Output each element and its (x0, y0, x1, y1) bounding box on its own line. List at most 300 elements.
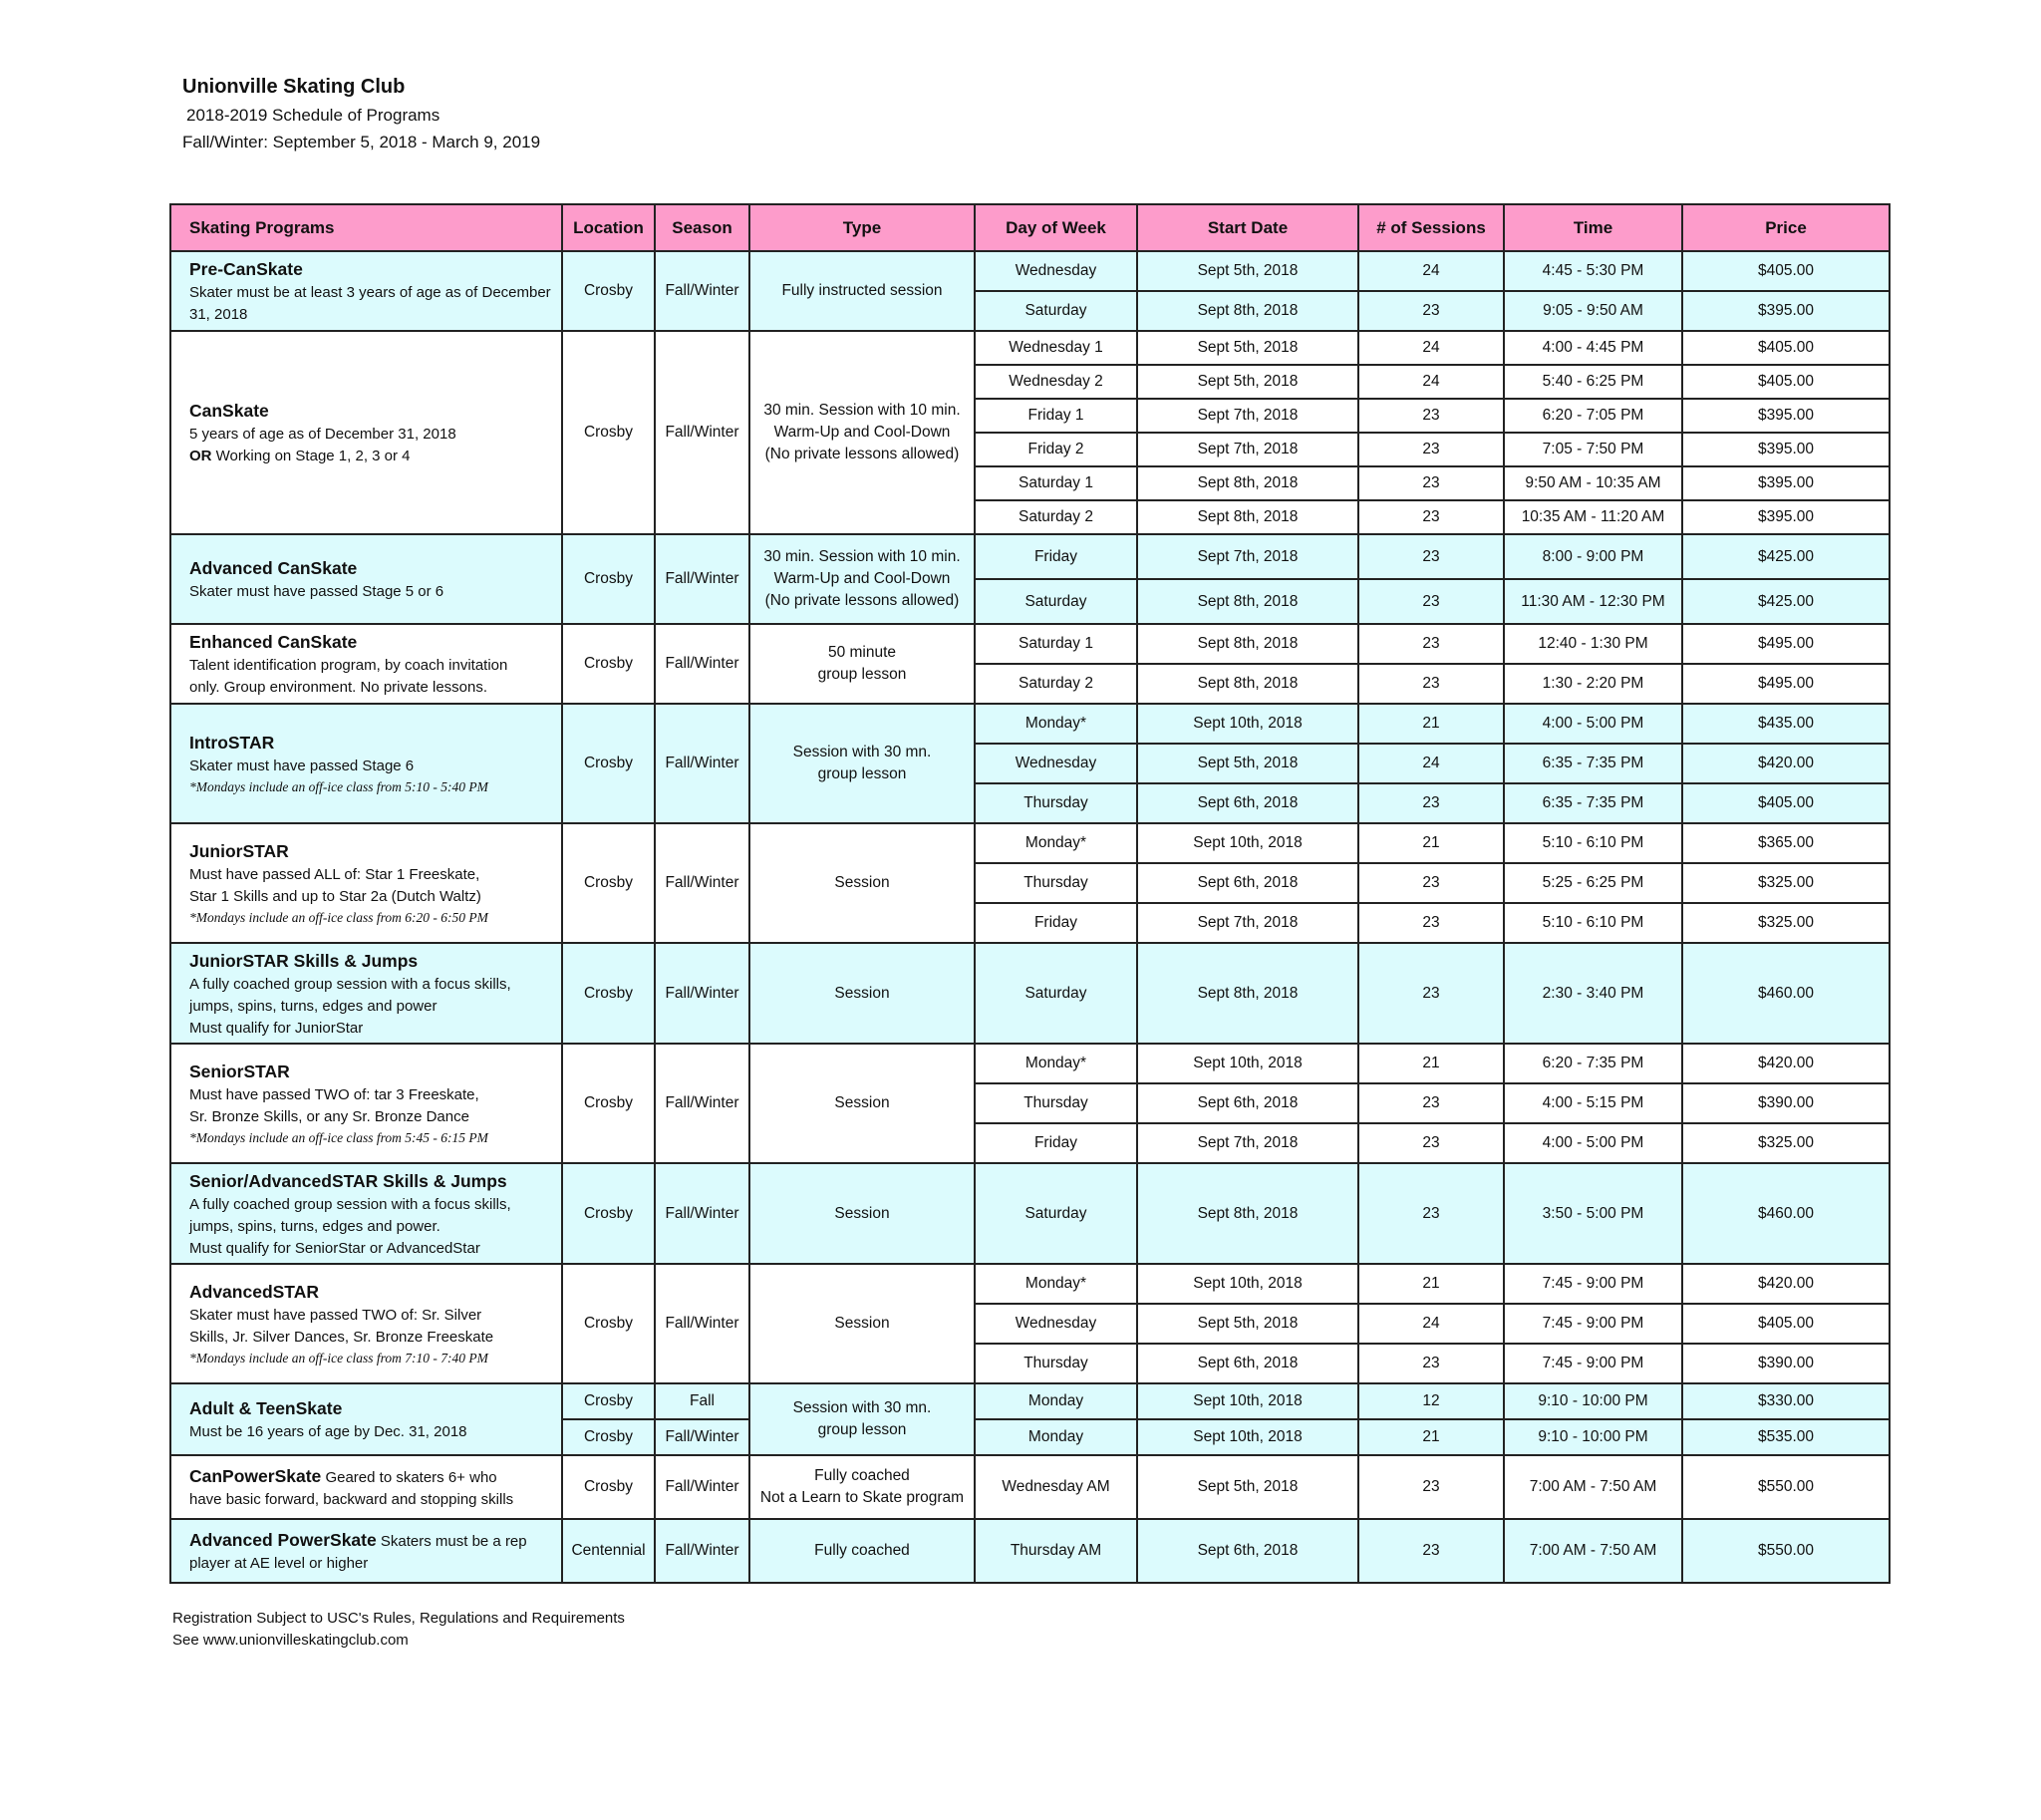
day-cell: Monday (975, 1383, 1137, 1419)
time-cell: 9:05 - 9:50 AM (1504, 291, 1682, 331)
time-cell: 10:35 AM - 11:20 AM (1504, 500, 1682, 534)
start-date-cell: Sept 8th, 2018 (1137, 291, 1358, 331)
program-cell (170, 943, 562, 1044)
registration-note: Registration Subject to USC's Rules, Regulations and Requirements (172, 1610, 625, 1627)
season-cell: Fall/Winter (655, 823, 749, 943)
header-row (170, 204, 1890, 251)
sessions-cell: 23 (1358, 291, 1504, 331)
start-date-cell: Sept 7th, 2018 (1137, 433, 1358, 466)
price-cell: $435.00 (1682, 704, 1890, 744)
type-line: Warm-Up and Cool-Down (773, 570, 951, 587)
type-cell: Session (749, 943, 975, 1044)
col-header-location: Location (562, 204, 655, 251)
program-description-2 (189, 446, 551, 467)
day-cell: Monday* (975, 704, 1137, 744)
season-cell: Fall/Winter (655, 943, 749, 1044)
season-dates: Fall/Winter: September 5, 2018 - March 9, 2019 (182, 133, 541, 152)
club-title: Unionville Skating Club (182, 76, 406, 98)
program-cell (170, 251, 562, 331)
price-cell: $405.00 (1682, 1304, 1890, 1344)
price-cell: $395.00 (1682, 291, 1890, 331)
col-header-sessions: # of Sessions (1358, 204, 1504, 251)
program-description (189, 1463, 551, 1489)
location-cell: Crosby (562, 1163, 655, 1264)
type-line: 30 min. Session with 10 min. (763, 402, 961, 419)
day-cell: Saturday (975, 579, 1137, 624)
col-header-day: Day of Week (975, 204, 1137, 251)
program-description: Must qualify for JuniorStar (189, 1019, 364, 1037)
start-date-cell: Sept 10th, 2018 (1137, 1044, 1358, 1083)
schedule-subtitle: 2018-2019 Schedule of Programs (186, 106, 440, 125)
location-cell: Crosby (562, 624, 655, 704)
start-date-cell: Sept 6th, 2018 (1137, 863, 1358, 903)
start-date-cell: Sept 7th, 2018 (1137, 399, 1358, 433)
sessions-cell: 23 (1358, 1163, 1504, 1264)
season-cell: Fall/Winter (655, 1419, 749, 1455)
document-header (182, 72, 540, 155)
program-name: Enhanced CanSkate (189, 632, 358, 652)
table-row (170, 534, 1890, 579)
program-advanced-canskate (170, 534, 1890, 624)
sessions-cell: 21 (1358, 1264, 1504, 1304)
sessions-cell: 23 (1358, 466, 1504, 500)
sessions-cell: 23 (1358, 1455, 1504, 1519)
day-cell: Thursday (975, 1344, 1137, 1383)
location-cell: Crosby (562, 1044, 655, 1163)
program-description: Must have passed TWO of: tar 3 Freeskate, (189, 1086, 479, 1103)
table-row (170, 1044, 1890, 1083)
sessions-cell: 24 (1358, 744, 1504, 783)
price-cell: $550.00 (1682, 1455, 1890, 1519)
program-description: Skater must have passed Stage 6 (189, 758, 415, 774)
program-cell (170, 1519, 562, 1583)
program-juniorstar-skills-jumps (170, 943, 1890, 1044)
type-line: Fully coached (814, 1467, 910, 1484)
start-date-cell: Sept 8th, 2018 (1137, 943, 1358, 1044)
time-cell: 6:35 - 7:35 PM (1504, 744, 1682, 783)
start-date-cell: Sept 10th, 2018 (1137, 1264, 1358, 1304)
start-date-cell: Sept 8th, 2018 (1137, 500, 1358, 534)
col-header-price: Price (1682, 204, 1890, 251)
program-note: *Mondays include an off-ice class from 5:45 - 6:15 PM (189, 1130, 488, 1145)
type-cell: Session (749, 823, 975, 943)
program-description: Must have passed ALL of: Star 1 Freeskate, (189, 866, 480, 883)
program-introstar (170, 704, 1890, 823)
day-cell: Saturday 2 (975, 500, 1137, 534)
price-cell: $395.00 (1682, 399, 1890, 433)
day-cell: Wednesday 1 (975, 331, 1137, 365)
program-note: *Mondays include an off-ice class from 7:10 - 7:40 PM (189, 1351, 488, 1365)
price-cell: $425.00 (1682, 579, 1890, 624)
price-cell: $325.00 (1682, 1123, 1890, 1163)
sessions-cell: 23 (1358, 500, 1504, 534)
program-description: Must be 16 years of age by Dec. 31, 2018 (189, 1423, 467, 1440)
day-cell: Friday (975, 534, 1137, 579)
type-line: (No private lessons allowed) (764, 592, 960, 609)
day-cell: Thursday (975, 783, 1137, 823)
program-description-text: Working on Stage 1, 2, 3 or 4 (211, 448, 411, 464)
price-cell: $460.00 (1682, 943, 1890, 1044)
program-description: Skills, Jr. Silver Dances, Sr. Bronze Freeskate (189, 1329, 494, 1346)
day-cell: Friday 2 (975, 433, 1137, 466)
website-note: See www.unionvilleskatingclub.com (172, 1632, 409, 1649)
day-cell: Wednesday (975, 1304, 1137, 1344)
season-cell: Fall/Winter (655, 1044, 749, 1163)
time-cell: 9:50 AM - 10:35 AM (1504, 466, 1682, 500)
sessions-cell: 23 (1358, 783, 1504, 823)
start-date-cell: Sept 5th, 2018 (1137, 744, 1358, 783)
start-date-cell: Sept 8th, 2018 (1137, 624, 1358, 664)
program-name: IntroSTAR (189, 733, 275, 753)
price-cell: $405.00 (1682, 331, 1890, 365)
type-cell: Session (749, 1163, 975, 1264)
time-cell: 4:00 - 5:15 PM (1504, 1083, 1682, 1123)
time-cell: 6:20 - 7:05 PM (1504, 399, 1682, 433)
table-row (170, 943, 1890, 1044)
program-description: Must qualify for SeniorStar or AdvancedStar (189, 1239, 480, 1257)
type-cell (749, 534, 975, 624)
type-cell (749, 624, 975, 704)
sessions-cell: 23 (1358, 433, 1504, 466)
sessions-cell: 23 (1358, 1083, 1504, 1123)
start-date-cell: Sept 6th, 2018 (1137, 783, 1358, 823)
price-cell: $495.00 (1682, 624, 1890, 664)
price-cell: $325.00 (1682, 903, 1890, 943)
document-footer (172, 1608, 625, 1652)
start-date-cell: Sept 5th, 2018 (1137, 331, 1358, 365)
price-cell: $405.00 (1682, 365, 1890, 399)
type-line: group lesson (817, 1421, 907, 1438)
start-date-cell: Sept 8th, 2018 (1137, 466, 1358, 500)
time-cell: 11:30 AM - 12:30 PM (1504, 579, 1682, 624)
program-canpowerskate (170, 1455, 1890, 1519)
program-senior-advancedstar-skills-jumps (170, 1163, 1890, 1264)
table-row (170, 1163, 1890, 1264)
location-cell: Crosby (562, 534, 655, 624)
day-cell: Saturday (975, 291, 1137, 331)
day-cell: Wednesday (975, 251, 1137, 291)
time-cell: 4:45 - 5:30 PM (1504, 251, 1682, 291)
sessions-cell: 12 (1358, 1383, 1504, 1419)
col-header-start-date: Start Date (1137, 204, 1358, 251)
type-line: Session with 30 mn. (792, 1399, 932, 1416)
table-row (170, 251, 1890, 291)
price-cell: $420.00 (1682, 744, 1890, 783)
program-description: Talent identification program, by coach invitation (189, 657, 508, 674)
sessions-cell: 21 (1358, 704, 1504, 744)
time-cell: 9:10 - 10:00 PM (1504, 1419, 1682, 1455)
price-cell: $395.00 (1682, 500, 1890, 534)
table-row (170, 331, 1890, 365)
start-date-cell: Sept 10th, 2018 (1137, 1419, 1358, 1455)
season-cell: Fall/Winter (655, 704, 749, 823)
time-cell: 6:20 - 7:35 PM (1504, 1044, 1682, 1083)
program-cell (170, 704, 562, 823)
day-cell: Saturday (975, 1163, 1137, 1264)
sessions-cell: 23 (1358, 664, 1504, 704)
start-date-cell: Sept 8th, 2018 (1137, 664, 1358, 704)
location-cell: Centennial (562, 1519, 655, 1583)
program-note: *Mondays include an off-ice class from 5:10 - 5:40 PM (189, 779, 488, 794)
season-cell: Fall/Winter (655, 624, 749, 704)
program-description (189, 1527, 551, 1553)
start-date-cell: Sept 7th, 2018 (1137, 534, 1358, 579)
sessions-cell: 24 (1358, 365, 1504, 399)
program-cell (170, 331, 562, 534)
program-description: Sr. Bronze Skills, or any Sr. Bronze Dance (189, 1108, 469, 1125)
price-cell: $495.00 (1682, 664, 1890, 704)
sessions-cell: 23 (1358, 399, 1504, 433)
season-cell: Fall (655, 1383, 749, 1419)
program-name: Adult & TeenSkate (189, 1398, 343, 1418)
price-cell: $365.00 (1682, 823, 1890, 863)
location-cell: Crosby (562, 1455, 655, 1519)
program-name: SeniorSTAR (189, 1062, 290, 1081)
sessions-cell: 21 (1358, 1419, 1504, 1455)
time-cell: 5:40 - 6:25 PM (1504, 365, 1682, 399)
program-description: player at AE level or higher (189, 1555, 369, 1572)
price-cell: $425.00 (1682, 534, 1890, 579)
program-advancedstar (170, 1264, 1890, 1383)
col-header-season: Season (655, 204, 749, 251)
day-cell: Wednesday 2 (975, 365, 1137, 399)
time-cell: 2:30 - 3:40 PM (1504, 943, 1682, 1044)
day-cell: Wednesday AM (975, 1455, 1137, 1519)
sessions-cell: 23 (1358, 943, 1504, 1044)
price-cell: $535.00 (1682, 1419, 1890, 1455)
sessions-cell: 24 (1358, 251, 1504, 291)
time-cell: 7:00 AM - 7:50 AM (1504, 1519, 1682, 1583)
start-date-cell: Sept 8th, 2018 (1137, 1163, 1358, 1264)
col-header-type: Type (749, 204, 975, 251)
program-cell (170, 624, 562, 704)
season-cell: Fall/Winter (655, 251, 749, 331)
type-line: Session with 30 mn. (792, 744, 932, 760)
sessions-cell: 23 (1358, 1519, 1504, 1583)
day-cell: Friday (975, 903, 1137, 943)
price-cell: $325.00 (1682, 863, 1890, 903)
location-cell: Crosby (562, 331, 655, 534)
program-canskate (170, 331, 1890, 534)
sessions-cell: 23 (1358, 903, 1504, 943)
sessions-cell: 23 (1358, 863, 1504, 903)
day-cell: Monday (975, 1419, 1137, 1455)
program-name: CanPowerSkate (189, 1466, 322, 1486)
time-cell: 4:00 - 5:00 PM (1504, 1123, 1682, 1163)
price-cell: $390.00 (1682, 1083, 1890, 1123)
type-cell (749, 1455, 975, 1519)
program-description-text: Geared to skaters 6+ who (321, 1469, 497, 1486)
day-cell: Wednesday (975, 744, 1137, 783)
price-cell: $550.00 (1682, 1519, 1890, 1583)
table-row (170, 624, 1890, 664)
type-cell: Fully coached (749, 1519, 975, 1583)
program-juniorstar (170, 823, 1890, 943)
table-row (170, 823, 1890, 863)
location-cell: Crosby (562, 1419, 655, 1455)
type-line: Not a Learn to Skate program (759, 1489, 965, 1506)
sessions-cell: 23 (1358, 624, 1504, 664)
price-cell: $460.00 (1682, 1163, 1890, 1264)
type-cell (749, 1383, 975, 1455)
type-cell (749, 704, 975, 823)
type-line: (No private lessons allowed) (764, 446, 960, 462)
program-description: Skater must have passed TWO of: Sr. Silver (189, 1307, 482, 1324)
start-date-cell: Sept 5th, 2018 (1137, 251, 1358, 291)
program-name: CanSkate (189, 401, 269, 421)
table-row (170, 1264, 1890, 1304)
sessions-cell: 23 (1358, 1123, 1504, 1163)
col-header-time: Time (1504, 204, 1682, 251)
sessions-cell: 21 (1358, 823, 1504, 863)
season-cell: Fall/Winter (655, 1455, 749, 1519)
time-cell: 7:45 - 9:00 PM (1504, 1304, 1682, 1344)
program-name: Advanced PowerSkate (189, 1530, 377, 1550)
day-cell: Saturday 1 (975, 466, 1137, 500)
program-description: have basic forward, backward and stopping skills (189, 1491, 514, 1508)
time-cell: 12:40 - 1:30 PM (1504, 624, 1682, 664)
price-cell: $420.00 (1682, 1044, 1890, 1083)
day-cell: Friday (975, 1123, 1137, 1163)
time-cell: 1:30 - 2:20 PM (1504, 664, 1682, 704)
season-cell: Fall/Winter (655, 1163, 749, 1264)
type-line: 50 minute (827, 644, 897, 661)
sessions-cell: 23 (1358, 579, 1504, 624)
type-line: group lesson (817, 666, 907, 683)
col-header-programs: Skating Programs (170, 204, 562, 251)
time-cell: 4:00 - 4:45 PM (1504, 331, 1682, 365)
time-cell: 5:10 - 6:10 PM (1504, 823, 1682, 863)
sessions-cell: 24 (1358, 331, 1504, 365)
start-date-cell: Sept 10th, 2018 (1137, 1383, 1358, 1419)
day-cell: Monday* (975, 1264, 1137, 1304)
type-line: group lesson (817, 765, 907, 782)
program-cell (170, 1383, 562, 1455)
time-cell: 7:00 AM - 7:50 AM (1504, 1455, 1682, 1519)
program-description: Skater must be at least 3 years of age as of December 31, 2018 (189, 284, 551, 323)
program-description: only. Group environment. No private lessons. (189, 679, 488, 696)
program-adult-teenskate (170, 1383, 1890, 1455)
start-date-cell: Sept 6th, 2018 (1137, 1519, 1358, 1583)
start-date-cell: Sept 5th, 2018 (1137, 365, 1358, 399)
program-cell (170, 1455, 562, 1519)
sessions-cell: 21 (1358, 1044, 1504, 1083)
sessions-cell: 23 (1358, 534, 1504, 579)
program-cell (170, 1163, 562, 1264)
season-cell: Fall/Winter (655, 1519, 749, 1583)
program-pre-canskate (170, 251, 1890, 331)
table-row (170, 704, 1890, 744)
price-cell: $405.00 (1682, 783, 1890, 823)
program-description-text: Skaters must be a rep (376, 1533, 527, 1550)
sessions-cell: 24 (1358, 1304, 1504, 1344)
time-cell: 7:05 - 7:50 PM (1504, 433, 1682, 466)
program-cell (170, 534, 562, 624)
start-date-cell: Sept 5th, 2018 (1137, 1455, 1358, 1519)
start-date-cell: Sept 7th, 2018 (1137, 1123, 1358, 1163)
type-line: Warm-Up and Cool-Down (773, 424, 951, 441)
day-cell: Thursday (975, 1083, 1137, 1123)
price-cell: $395.00 (1682, 433, 1890, 466)
day-cell: Saturday 2 (975, 664, 1137, 704)
type-cell (749, 331, 975, 534)
season-cell: Fall/Winter (655, 331, 749, 534)
day-cell: Thursday AM (975, 1519, 1137, 1583)
start-date-cell: Sept 10th, 2018 (1137, 704, 1358, 744)
program-description: Star 1 Skills and up to Star 2a (Dutch Waltz) (189, 888, 481, 905)
program-name: JuniorSTAR (189, 841, 289, 861)
program-seniorstar (170, 1044, 1890, 1163)
start-date-cell: Sept 8th, 2018 (1137, 579, 1358, 624)
day-cell: Thursday (975, 863, 1137, 903)
location-cell: Crosby (562, 704, 655, 823)
price-cell: $420.00 (1682, 1264, 1890, 1304)
program-name: AdvancedSTAR (189, 1282, 319, 1302)
program-cell (170, 1264, 562, 1383)
type-line: 30 min. Session with 10 min. (763, 548, 961, 565)
time-cell: 5:10 - 6:10 PM (1504, 903, 1682, 943)
program-cell (170, 1044, 562, 1163)
location-cell: Crosby (562, 251, 655, 331)
program-description: 5 years of age as of December 31, 2018 (189, 426, 456, 443)
time-cell: 5:25 - 6:25 PM (1504, 863, 1682, 903)
location-cell: Crosby (562, 943, 655, 1044)
table-row (170, 1519, 1890, 1583)
program-description: jumps, spins, turns, edges and power. (189, 1217, 440, 1235)
start-date-cell: Sept 6th, 2018 (1137, 1344, 1358, 1383)
program-name: Pre-CanSkate (189, 259, 303, 279)
time-cell: 9:10 - 10:00 PM (1504, 1383, 1682, 1419)
price-cell: $405.00 (1682, 251, 1890, 291)
start-date-cell: Sept 6th, 2018 (1137, 1083, 1358, 1123)
price-cell: $395.00 (1682, 466, 1890, 500)
day-cell: Monday* (975, 1044, 1137, 1083)
start-date-cell: Sept 10th, 2018 (1137, 823, 1358, 863)
program-advanced-powerskate (170, 1519, 1890, 1583)
type-cell: Fully instructed session (749, 251, 975, 331)
type-cell: Session (749, 1044, 975, 1163)
location-cell: Crosby (562, 1383, 655, 1419)
price-cell: $390.00 (1682, 1344, 1890, 1383)
sessions-cell: 23 (1358, 1344, 1504, 1383)
time-cell: 7:45 - 9:00 PM (1504, 1344, 1682, 1383)
table-row (170, 1383, 1890, 1419)
location-cell: Crosby (562, 823, 655, 943)
type-cell: Session (749, 1264, 975, 1383)
or-emphasis: OR (189, 448, 212, 464)
time-cell: 6:35 - 7:35 PM (1504, 783, 1682, 823)
program-name: Advanced CanSkate (189, 558, 358, 578)
program-cell (170, 823, 562, 943)
day-cell: Saturday 1 (975, 624, 1137, 664)
program-enhanced-canskate (170, 624, 1890, 704)
season-cell: Fall/Winter (655, 534, 749, 624)
program-description: A fully coached group session with a focus skills, (189, 975, 511, 993)
day-cell: Saturday (975, 943, 1137, 1044)
schedule-table (169, 203, 1891, 1584)
price-cell: $330.00 (1682, 1383, 1890, 1419)
program-name: Senior/AdvancedSTAR Skills & Jumps (189, 1170, 507, 1191)
program-description: jumps, spins, turns, edges and power (189, 997, 437, 1015)
table-row (170, 1455, 1890, 1519)
season-cell: Fall/Winter (655, 1264, 749, 1383)
time-cell: 3:50 - 5:00 PM (1504, 1163, 1682, 1264)
start-date-cell: Sept 5th, 2018 (1137, 1304, 1358, 1344)
start-date-cell: Sept 7th, 2018 (1137, 903, 1358, 943)
location-cell: Crosby (562, 1264, 655, 1383)
program-description: A fully coached group session with a focus skills, (189, 1195, 511, 1213)
day-cell: Friday 1 (975, 399, 1137, 433)
